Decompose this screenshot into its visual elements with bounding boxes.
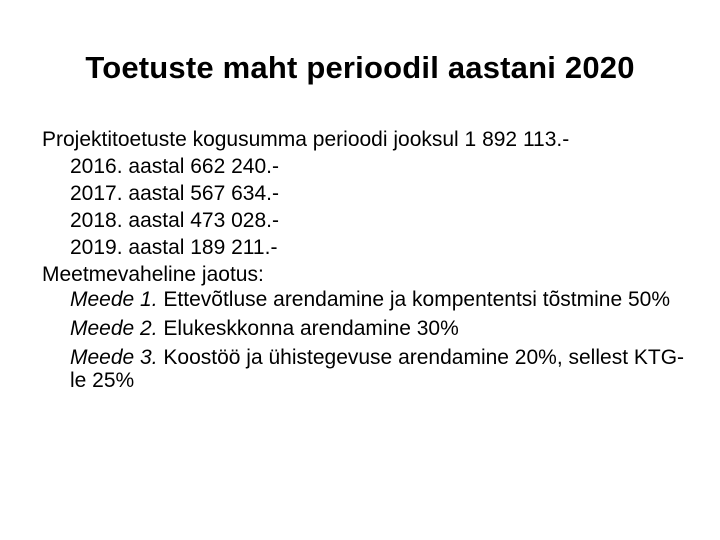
measure-1-item xyxy=(42,288,692,311)
total-amount-line: Projektitoetuste kogusumma perioodi jooksul 1 892 113.- xyxy=(42,128,570,151)
measure-3-item xyxy=(42,346,692,392)
slide-title: Toetuste maht perioodil aastani 2020 xyxy=(85,50,635,85)
distribution-heading: Meetmevaheline jaotus: xyxy=(42,263,264,286)
measure-2-name: Meede 2. xyxy=(70,317,158,340)
measure-3-name: Meede 3. xyxy=(70,346,158,369)
measure-2-item xyxy=(42,317,692,340)
slide-content xyxy=(42,126,692,392)
measure-1-name: Meede 1. xyxy=(70,288,158,311)
year-2017-line: 2017. aastal 567 634.- xyxy=(70,182,279,205)
year-2016-line: 2016. aastal 662 240.- xyxy=(70,155,279,178)
year-2019-line: 2019. aastal 189 211.- xyxy=(70,236,278,259)
year-2018-line: 2018. aastal 473 028.- xyxy=(70,209,279,232)
measure-1-text: Ettevõtluse arendamine ja kompententsi tõstmine 50% xyxy=(163,288,671,311)
measure-2-text: Elukeskkonna arendamine 30% xyxy=(163,317,459,340)
measure-3-text: Koostöö ja ühistegevuse arendamine 20%, sellest KTG-le 25% xyxy=(70,346,685,392)
